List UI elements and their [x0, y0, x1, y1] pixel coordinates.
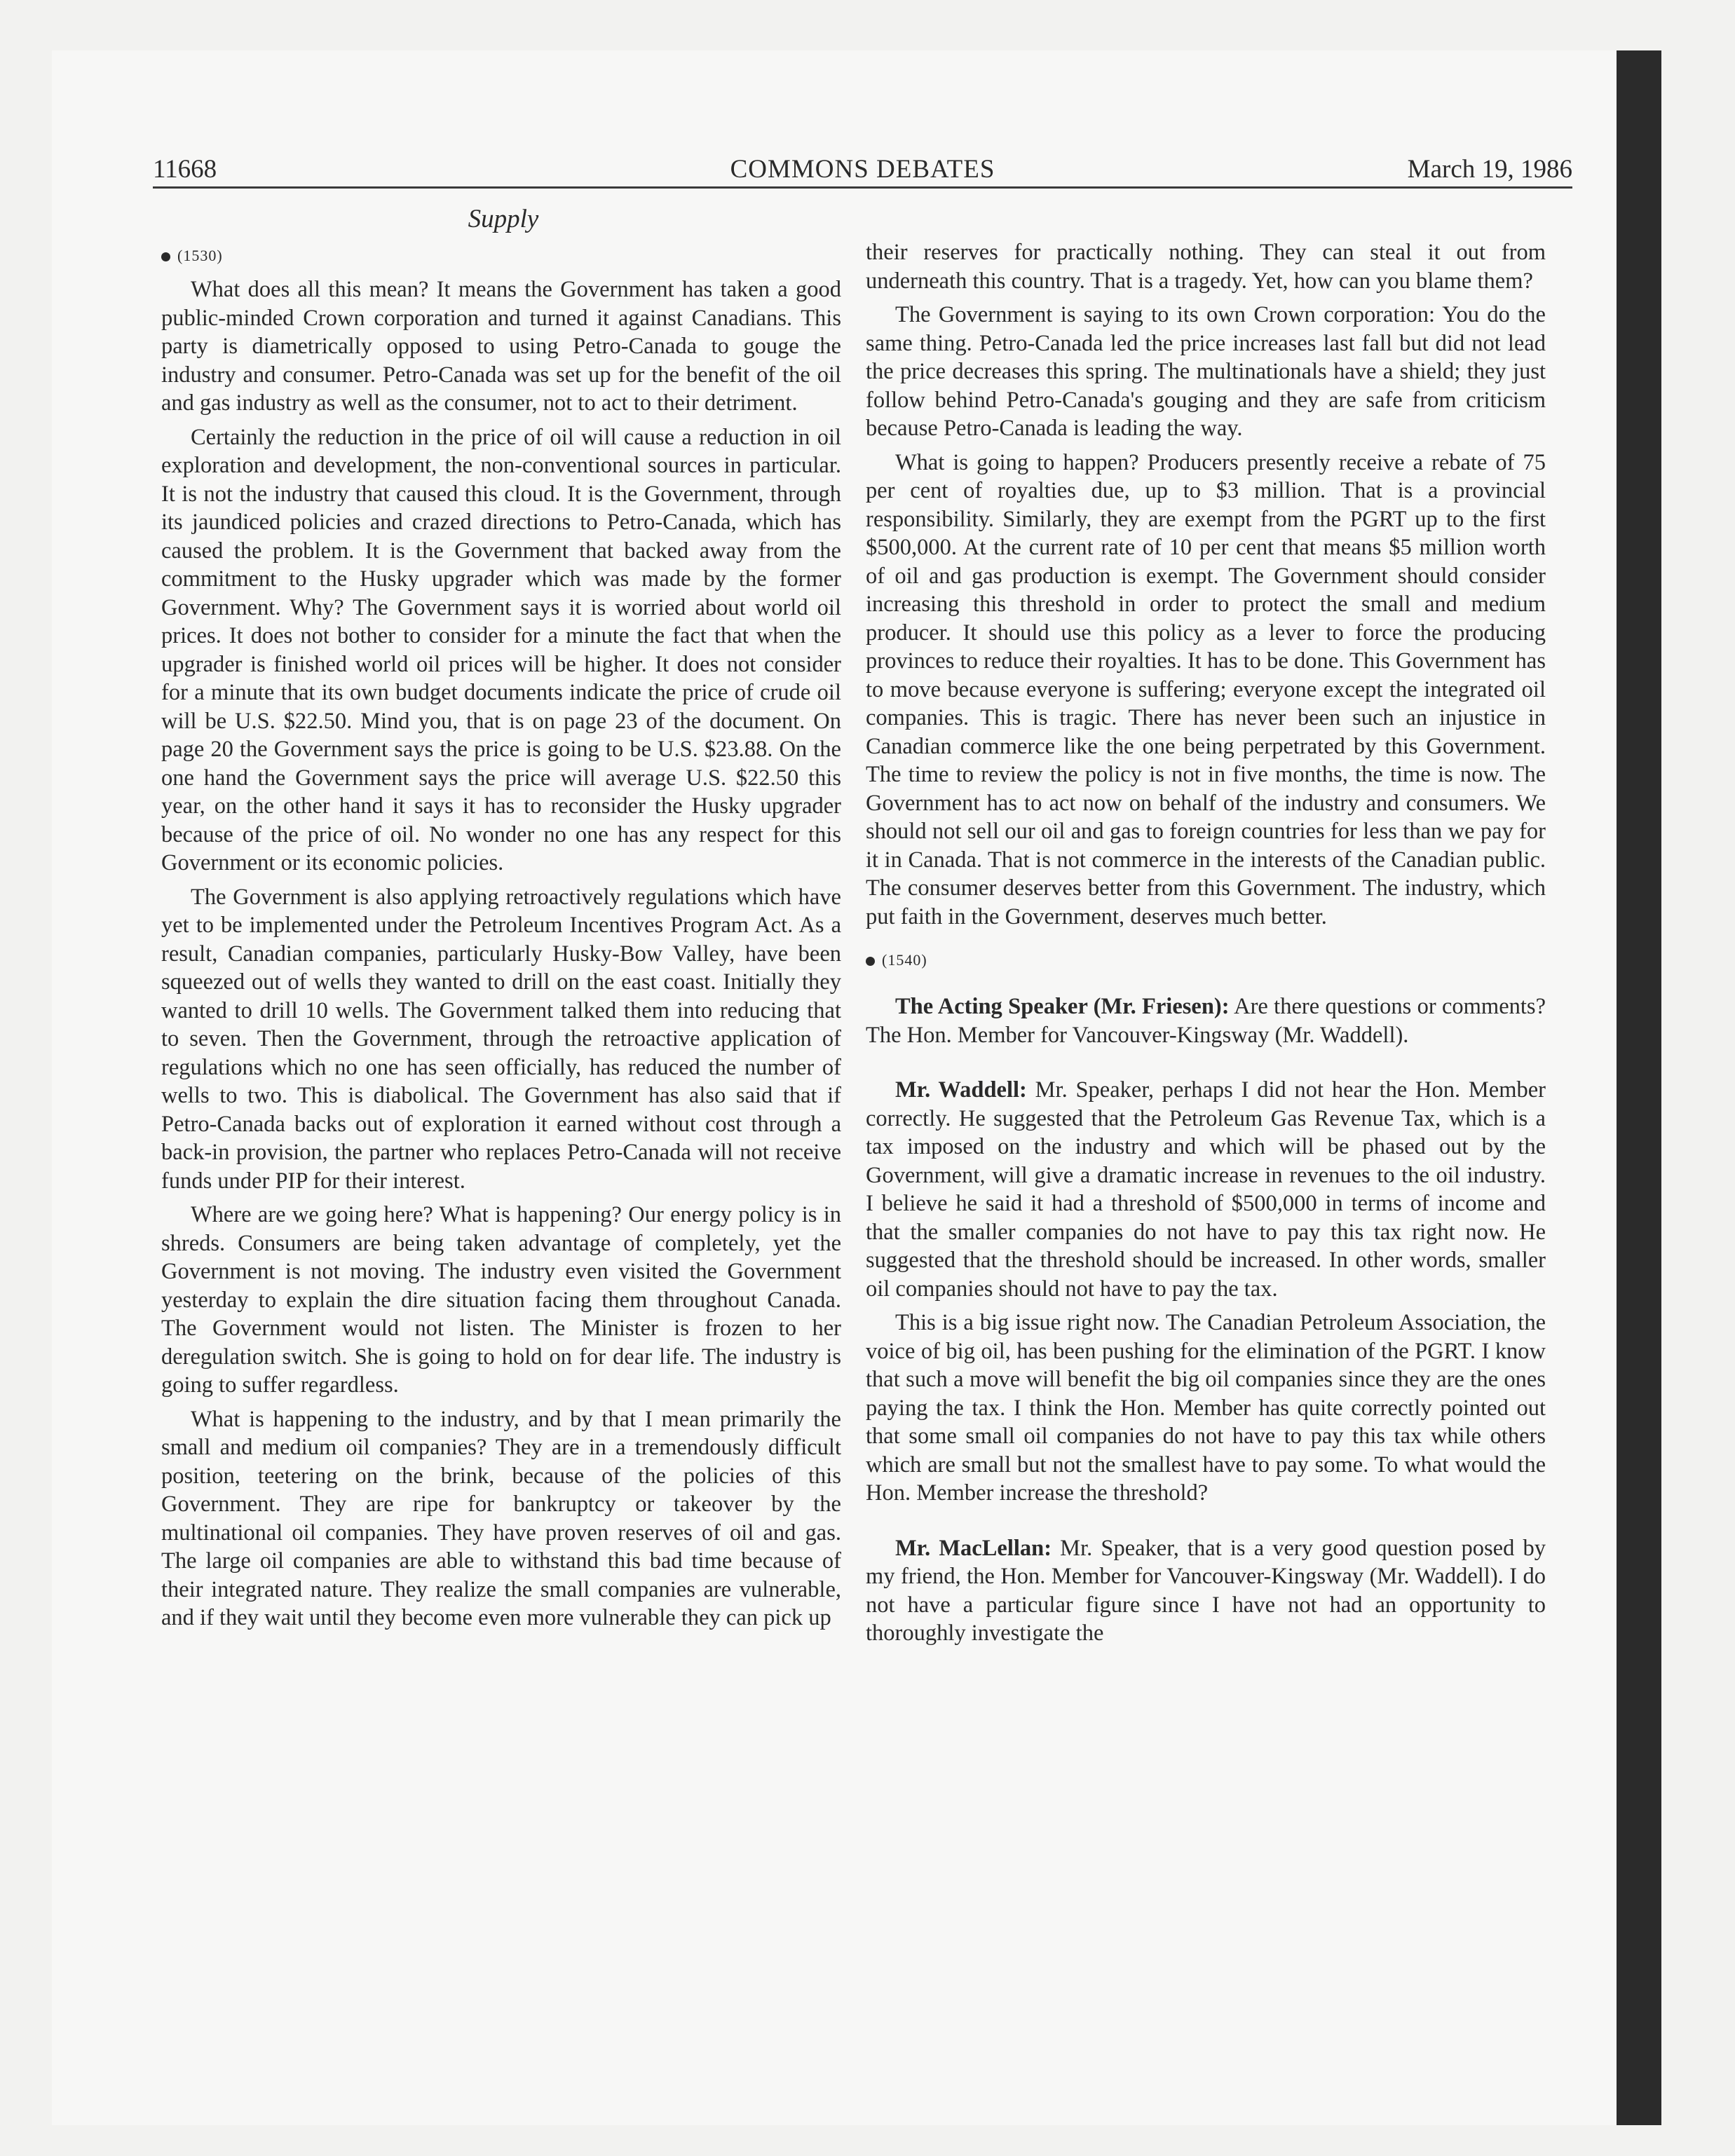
- paragraph: What is going to happen? Producers presently receive a rebate of 75 per cent of royalties due, up to $3 million. That is a provincial responsibility. Similarly, they are exempt from the PGRT up to the first $500,000. At the current rate of 10 per cent that means $5 million worth of oil and gas production is exempt. The Government should consider increasing this threshold in order to protect the small and medium producer. It should use this policy as a lever to force the producing provinces to reduce their royalties. It has to be done. This Government has to move because everyone is suffering; everyone except the integrated oil companies. This is tragic. There has never been such an injustice in Canadian commerce like the one being perpetrated by this Government. The time to review the policy is not in five months, the time is now. The Government has to act now on behalf of the industry and consumers. We should not sell our oil and gas to foreign countries for less than we pay for it in Canada. That is not commerce in the interests of the Canadian public. The consumer deserves better from this Government. The industry, which put faith in the Government, deserves much better.: [866, 449, 1546, 929]
- running-head: Supply: [468, 205, 539, 233]
- time-marker-label: (1530): [177, 247, 223, 264]
- speaker-name: The Acting Speaker (Mr. Friesen):: [895, 994, 1230, 1019]
- speech-text: Are there questions or comments? The Hon. Member for Vancouver-Kingsway (Mr. Waddell).: [866, 994, 1546, 1048]
- publication-date: March 19, 1986: [1407, 155, 1572, 184]
- scan-border: [1617, 50, 1661, 2125]
- time-marker-label: (1540): [882, 951, 927, 969]
- paragraph: The Government is saying to its own Crown corporation: You do the same thing. Petro-Canada led the price increases last fall but did not lead the price decreases this spring. The multinationals have a shield; they just follow behind Petro-Canada's gouging and they are safe from criticism because Petro-Canada is leading the way.: [866, 302, 1546, 441]
- speaker-name: Mr. MacLellan:: [895, 1535, 1052, 1561]
- speech-waddell: [866, 1076, 1546, 1303]
- paragraph: Certainly the reduction in the price of oil will cause a reduction in oil exploration and development, the non-conventional sources in particular. It is not the industry that caused this cloud. It is the Government, through its jaundiced policies and crazed directions to Petro-Canada, which has caused the problem. It is the Government that backed away from the commitment to the Husky upgrader which was made by the former Government. Why? The Government says it is worried about world oil prices. It does not bother to consider for a minute the fact that when the upgrader is finished world oil prices will be higher. It does not consider for a minute that its own budget documents indicate the price of crude oil will be U.S. $22.50. Mind you, that is on page 23 of the document. On page 20 the Government says the price is going to be U.S. $23.88. On the one hand the Government says the price will average U.S. $22.50 this year, on the other hand it says it has to reconsider the Husky upgrader because of the price of oil. No wonder no one has any respect for this Government or its economic policies.: [161, 424, 841, 875]
- speech-text: Mr. Speaker, perhaps I did not hear the Hon. Member correctly. He suggested that the Petroleum Gas Revenue Tax, which is a tax imposed on the industry and which will be phased out by the Government, will give a dramatic increase in revenues to the oil industry. I believe he said it had a threshold of $500,000 in terms of income and that the smaller companies do not have to pay this tax right now. He suggested that the threshold should be increased. In other words, smaller oil companies should not have to pay the tax.: [866, 1077, 1546, 1302]
- speaker-name: Mr. Waddell:: [895, 1077, 1027, 1103]
- time-marker: [161, 242, 841, 270]
- time-marker: [866, 946, 1546, 974]
- paragraph: This is a big issue right now. The Canadian Petroleum Association, the voice of big oil, has been pushing for the elimination of the PGRT. I know that such a move will benefit the big oil companies since they are the ones paying the tax. I think the Hon. Member has quite correctly pointed out that some small oil companies do not have to pay this tax while others which are small but not the smallest have to pay some. To what would the Hon. Member increase the threshold?: [866, 1310, 1546, 1506]
- page-number: 11668: [153, 155, 217, 184]
- bullet-icon: [161, 252, 170, 261]
- speech-acting-speaker: [866, 992, 1546, 1049]
- publication-title: COMMONS DEBATES: [730, 155, 995, 184]
- page-header: [153, 153, 1572, 186]
- paragraph: Where are we going here? What is happening? Our energy policy is in shreds. Consumers are being taken advantage of completely, yet the Government is not moving. The industry even visited the Government yesterday to explain the dire situation facing them throughout Canada. The Government would not listen. The Minister is frozen to her deregulation switch. She is going to hold on for dear life. The industry is going to suffer regardless.: [161, 1202, 841, 1398]
- paragraph: their reserves for practically nothing. They can steal it out from underneath this country. That is a tragedy. Yet, how can you blame them?: [866, 240, 1546, 294]
- speech-maclellan: [866, 1534, 1546, 1648]
- bullet-icon: [866, 957, 875, 966]
- paragraph: What is happening to the industry, and by that I mean primarily the small and medium oil companies? They are in a tremendously difficult position, teetering on the brink, because of the policies of this Government. They are ripe for bankruptcy or takeover by the multinational oil companies. They have proven reserves of oil and gas. The large oil companies are able to withstand this bad time because of their integrated nature. They realize the small companies are vulnerable, and if they wait until they become even more vulnerable they can pick up: [161, 1406, 841, 1630]
- speech-text: Mr. Speaker, that is a very good question posed by my friend, the Hon. Member for Vancouver-Kingsway (Mr. Waddell). I do not have a particular figure since I have not had an opportunity to thoroughly investigate the: [866, 1535, 1546, 1646]
- header-rule: [153, 186, 1572, 189]
- paragraph: What does all this mean? It means the Government has taken a good public-minded Crown corporation and turned it against Canadians. This party is diametrically opposed to using Petro-Canada to gouge the industry and consumer. Petro-Canada was set up for the benefit of the oil and gas industry as well as the consumer, not to act to their detriment.: [161, 277, 841, 416]
- right-column: [866, 238, 1546, 1653]
- left-column: [161, 242, 841, 1638]
- paragraph: The Government is also applying retroactively regulations which have yet to be implemented under the Petroleum Incentives Program Act. As a result, Canadian companies, particularly Husky-Bow Valley, have been squeezed out of wells they wanted to drill on the east coast. Initially they wanted to drill 10 wells. The Government talked them into reducing that to seven. Then the Government, through the retroactive application of regulations which no one has seen officially, has reduced the number of wells to two. This is diabolical. The Government has also said that if Petro-Canada backs out of exploration it earned without cost through a back-in provision, the partner who replaces Petro-Canada will not receive funds under PIP for their interest.: [161, 884, 841, 1194]
